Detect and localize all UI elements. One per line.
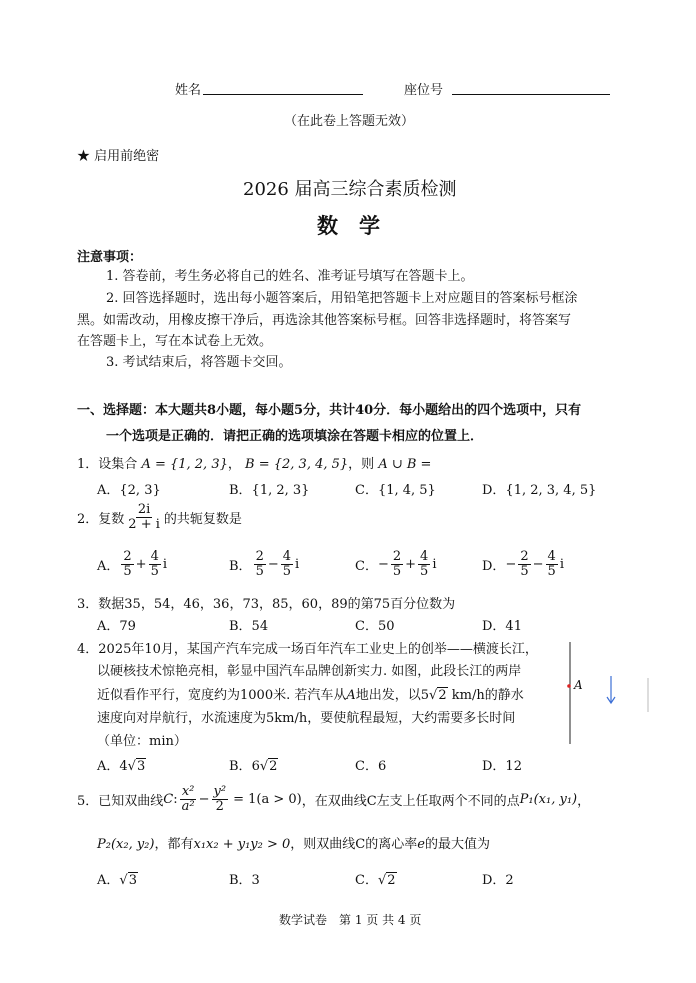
q4-line-1: 2025年10月，某国产汽车完成一场百年汽车工业史上的创举——横渡长江， [98, 642, 538, 657]
no-answer-notice: （在此卷上答题无效） [284, 114, 415, 129]
q5-colon: : [173, 791, 178, 807]
q1-set-a: A = {1, 2, 3} [141, 457, 228, 472]
q2-b-i: i [295, 556, 300, 572]
q2-option-a [97, 550, 167, 578]
exam-title: 2026 届高三综合素质检测 [243, 179, 457, 200]
instruction-2-line-2: 黑。如需改动，用橡皮擦干净后，再选涂其他答案标号框。回答非选择题时，将答案写 [77, 313, 572, 328]
q2-a-label: A． [97, 558, 120, 574]
q1-set-b: B = {2, 3, 4, 5} [245, 457, 349, 472]
q4-line-3c: km/h的静水 [447, 688, 524, 703]
q2-c-d2: 5 [420, 563, 429, 579]
q2-text-a: 复数 [98, 511, 125, 527]
section1-heading-line-2: 一个选项是正确的．请把正确的选项填涂在答题卡相应的位置上． [106, 429, 484, 444]
q2-d-op: − [532, 556, 544, 572]
section1-heading-line-1: 一、选择题：本大题共8小题，每小题5分，共计40分．每小题给出的四个选项中，只有 [77, 403, 582, 418]
q5-c-sqrt-symbol: √ [377, 873, 387, 888]
name-label: 姓名 [175, 83, 202, 98]
q2-b-n1: 2 [255, 549, 264, 564]
q5-option-b: B．3 [229, 873, 260, 888]
q2-d-n1: 2 [520, 549, 529, 564]
q5-curve-c: C [163, 791, 174, 807]
q4-line-3a: 近似看作平行，宽度约为1000米. 若汽车从 [97, 688, 347, 703]
q2-b-label: B． [229, 558, 252, 574]
instruction-3: 3. 考试结束后，将答题卡交回。 [106, 355, 292, 370]
question-5-line-1 [77, 785, 590, 813]
q4-line-3 [97, 684, 524, 703]
q2-b-d2: 5 [282, 563, 292, 579]
q1-option-d: D．{1, 2, 3, 4, 5} [482, 483, 597, 498]
question-4-line-1 [77, 638, 538, 657]
q3-number: 3． [77, 597, 99, 612]
q4-speed-coef: 5 [420, 688, 430, 703]
q2-d-n2: 4 [547, 549, 556, 564]
q2-c-label: C． [355, 558, 378, 574]
q1-option-c: C．{1, 4, 5} [355, 483, 436, 498]
q5-number: 5． [77, 793, 99, 809]
q5-c-root: 2 [387, 873, 396, 888]
q1-comma: ， [227, 457, 241, 472]
q4-option-b [229, 755, 278, 774]
instruction-1: 1. 答卷前，考生务必将自己的姓名、准考证号填写在答题卡上。 [106, 269, 474, 284]
secret-mark: ★ 启用前绝密 [77, 149, 160, 164]
q4-b-root: 2 [269, 759, 278, 774]
q4-a-label: A． [97, 759, 120, 774]
instruction-2-line-1: 2. 回答选择题时，选出每小题答案后，用铅笔把答题卡上对应题目的答案标号框涂 [106, 291, 578, 306]
q5-a-root: 3 [128, 873, 137, 888]
q4-river-figure [560, 640, 650, 750]
q2-b-n2: 4 [282, 549, 292, 564]
q2-a-d1: 5 [123, 563, 132, 579]
q4-a-root: 3 [136, 759, 146, 774]
q3-option-d: D．41 [482, 619, 522, 634]
q5-eccentricity: e [417, 837, 425, 852]
q4-line-3b: 地出发，以 [355, 688, 421, 703]
q1-option-a: A．{2, 3} [97, 483, 161, 498]
q2-d-i: i [559, 556, 564, 572]
q5-minus: − [198, 791, 210, 807]
q4-var-a: A [346, 688, 356, 703]
point-a-marker [567, 684, 571, 688]
q5-a2: a² [181, 798, 195, 814]
q2-c-d1: 5 [392, 563, 402, 579]
subject-title: 数 学 [317, 213, 380, 238]
q5-x2: x² [181, 784, 195, 799]
q2-a-op: + [135, 556, 147, 572]
q2-d-sign: − [505, 556, 517, 572]
seat-blank [452, 80, 610, 95]
page-footer: 数学试卷 第 1 页 共 4 页 [279, 913, 422, 927]
q4-option-d: D．12 [482, 759, 522, 774]
q5-text-d: ，则双曲线C的离心率 [290, 837, 418, 852]
q5-option-c [355, 869, 397, 888]
q2-b-d1: 5 [255, 563, 264, 579]
instructions-heading: 注意事项： [77, 250, 143, 265]
q1-text-b: ，则 [348, 457, 375, 472]
q5-inequality: x₁x₂ + y₁y₂ > 0 [193, 837, 291, 852]
q2-frac-numerator: 2i [137, 502, 151, 517]
q5-text-a: 已知双曲线 [98, 793, 164, 809]
q4-b-sqrt-symbol: √ [259, 759, 269, 774]
q4-river-svg [560, 640, 650, 750]
q3-option-b: B．54 [229, 619, 269, 634]
question-5-line-2 [97, 833, 490, 852]
q5-y2: y² [213, 784, 227, 799]
q2-c-op: + [405, 556, 417, 572]
q5-text-c: ，都有 [154, 837, 194, 852]
q2-b-op: − [267, 556, 279, 572]
q3-text: 数据35，54，46，36，73，85，60，89的第75百分位数为 [98, 597, 456, 612]
q2-c-sign: − [377, 556, 389, 572]
q4-b-coef: 6 [251, 759, 260, 774]
q4-line-5: （单位：min） [97, 734, 187, 749]
q5-comma: ， [577, 793, 591, 809]
q5-c-label: C． [355, 873, 378, 888]
question-1 [77, 453, 431, 472]
q4-b-label: B． [229, 759, 252, 774]
q2-option-d [482, 550, 564, 578]
q2-option-c [355, 550, 437, 578]
q2-c-n1: 2 [392, 549, 402, 564]
q2-text-b: 的共轭复数是 [163, 511, 242, 527]
q4-figure-label-a: A [574, 678, 583, 692]
q2-option-b [229, 550, 299, 578]
q4-option-a [97, 755, 146, 774]
q5-equation-rhs: = 1(a > 0) [233, 791, 302, 807]
q5-a-label: A． [97, 873, 120, 888]
name-blank [203, 80, 363, 95]
q5-option-d: D．2 [482, 873, 514, 888]
q2-a-n2: 4 [150, 549, 159, 564]
q5-text-e: 的最大值为 [424, 837, 490, 852]
q4-line-2: 以硬核技术惊艳亮相，彰显中国汽车品牌创新实力. 如图，此段长江的两岸 [97, 664, 522, 679]
seat-label: 座位号 [404, 83, 444, 98]
question-2 [77, 503, 242, 531]
q2-d-d2: 5 [547, 563, 556, 579]
q1-number: 1． [77, 457, 99, 472]
q2-number: 2． [77, 511, 99, 527]
q1-text-a: 设集合 [98, 457, 138, 472]
q4-option-c: C．6 [355, 759, 387, 774]
question-3 [77, 593, 455, 612]
q5-text-b: ，在双曲线C左支上任取两个不同的点 [301, 793, 520, 809]
q2-c-n2: 4 [420, 549, 429, 564]
q2-fraction [126, 503, 162, 531]
q2-a-d2: 5 [150, 563, 159, 579]
q2-frac-denominator: 2 + i [128, 516, 160, 532]
q1-option-b: B．{1, 2, 3} [229, 483, 310, 498]
q4-a-sqrt-symbol: √ [127, 759, 136, 774]
q2-c-i: i [432, 556, 437, 572]
q2-d-d1: 5 [520, 563, 529, 579]
q4-number: 4． [77, 642, 99, 657]
q4-line-4: 速度向对岸航行，水流速度为5km/h，要使航程最短，大约需要多长时间 [97, 711, 516, 726]
q5-point-p1: P₁(x₁, y₁) [519, 791, 578, 807]
q2-d-label: D． [482, 558, 506, 574]
q5-a-sqrt-symbol: √ [119, 873, 128, 888]
q4-speed-root: 2 [438, 688, 447, 703]
q4-sqrt-symbol: √ [429, 688, 438, 703]
q5-point-p2: P₂(x₂, y₂) [97, 837, 155, 852]
q5-two: 2 [215, 798, 224, 814]
q2-a-i: i [162, 556, 168, 572]
q2-a-n1: 2 [123, 549, 132, 564]
q1-union: A ∪ B = [378, 457, 432, 472]
q4-a-coef: 4 [119, 759, 128, 774]
q3-option-a: A．79 [97, 619, 136, 634]
q5-option-a [97, 869, 138, 888]
instruction-2-line-3: 在答题卡上，写在本试卷上无效。 [77, 334, 273, 349]
q3-option-c: C．50 [355, 619, 395, 634]
